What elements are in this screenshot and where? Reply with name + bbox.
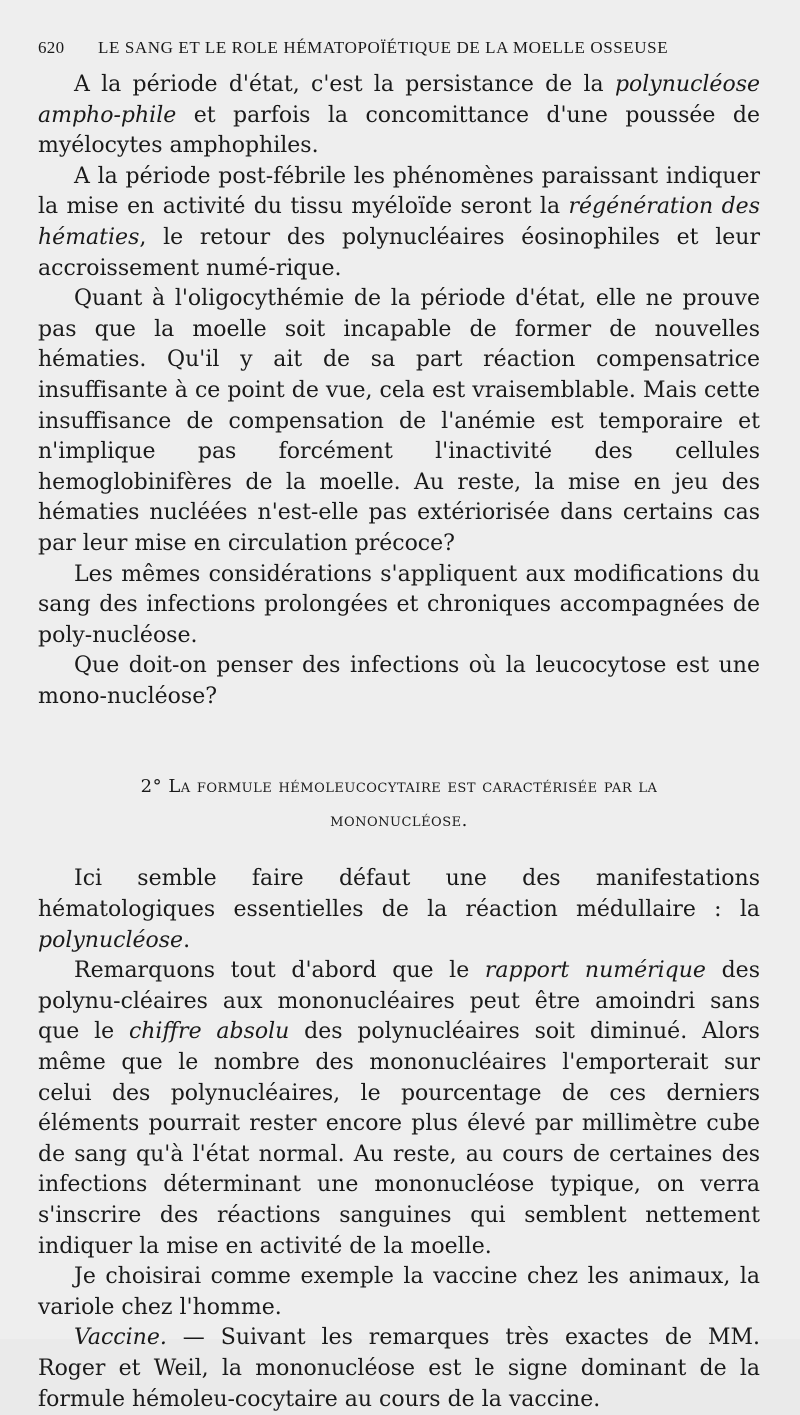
- text-run: et parfois la concomittance d'une poussée de myélocytes amphophiles.: [38, 102, 760, 159]
- paragraph: [38, 1262, 760, 1323]
- text-run: .: [183, 927, 191, 953]
- body-text-top: [38, 70, 760, 712]
- section-heading-line: 2° La formule hémoleucocytaire est caractérisée par la: [140, 776, 658, 798]
- section-heading-line: mononucléose.: [330, 810, 468, 832]
- italic-run: Vaccine.: [74, 1325, 167, 1351]
- italic-run: rapport numérique: [484, 958, 706, 984]
- paragraph: [38, 284, 760, 559]
- italic-run: polynucléose: [38, 927, 184, 953]
- text-run: — Suivant les remarques très exactes de MM. Roger et Weil, la mononucléose est le signe dominant de la formule hémoleu-cocytaire au cours de la vaccine.: [38, 1325, 760, 1412]
- text-run: A la période d'état, c'est la persistance de la: [74, 72, 615, 97]
- text-run: Que doit-on penser des infections où la leucocytose est une mono-nucléose?: [38, 653, 760, 709]
- paragraph: [38, 162, 760, 284]
- text-run: Remarquons tout d'abord que le: [74, 958, 485, 984]
- italic-run: régénération des hématies: [38, 194, 760, 250]
- text-run: , le retour des polynucléaires éosinophiles et leur accroissement numé-rique.: [38, 224, 760, 281]
- text-run: des polynu-cléaires aux mononucléaires peut être amoindri sans que le: [38, 958, 760, 1045]
- spacer: [38, 838, 760, 864]
- italic-run: chiffre absolu: [128, 1019, 290, 1045]
- paragraph: [38, 70, 760, 162]
- section-heading: [38, 770, 760, 838]
- text-run: A la période post-fébrile les phénomènes paraissant indiquer la mise en activité du tissu myéloïde seront la: [38, 163, 760, 220]
- text-run: Les mêmes considérations s'appliquent aux modifications du sang des infections prolongées et chroniques accompagnées de poly-nucléose.: [38, 561, 760, 648]
- page-header: [38, 38, 760, 58]
- text-run: Quant à l'oligocythémie de la période d'état, elle ne prouve pas que la moelle soit incapable de former de nouvelles hématies. Qu'il y ait de sa part réaction compensatrice insuffisante à ce point de vue, cela est vraisemblable. Mais cette insuffisance de compensation de l'anémie est temporaire et n'implique pas forcément l'inactivité des cellules hemoglobinifères de la moelle. Au reste, la mise en jeu des hématies nucléées n'est-elle pas extériorisée dans certains cas par leur mise en circulation précoce?: [38, 286, 760, 556]
- paragraph: [38, 864, 760, 956]
- paragraph: [38, 1323, 760, 1415]
- italic-run: polynucléose ampho-phile: [38, 72, 760, 128]
- page-number: 620: [38, 38, 65, 57]
- paragraph: [38, 560, 760, 652]
- body-text-bottom: [38, 864, 760, 1415]
- running-head: LE SANG ET LE ROLE HÉMATOPOÏÉTIQUE DE LA MOELLE OSSEUSE: [98, 38, 669, 57]
- text-run: des polynucléaires soit diminué. Alors même que le nombre des mononucléaires l'emporterait sur celui des polynucléaires, le pourcentage de ces derniers éléments pourrait rester encore plus élevé par millimètre cube de sang qu'à l'état normal. Au reste, au cours de certaines des infections déterminant une mononucléose typique, on verra s'inscrire des réactions sanguines qui semblent nettement indiquer la mise en activité de la moelle.: [38, 1019, 760, 1259]
- text-run: Je choisirai comme exemple la vaccine chez les animaux, la variole chez l'homme.: [38, 1264, 760, 1320]
- text-run: Ici semble faire défaut une des manifestations hématologiques essentielles de la réaction médullaire : la: [38, 866, 760, 923]
- paragraph: [38, 651, 760, 712]
- paragraph: [38, 956, 760, 1262]
